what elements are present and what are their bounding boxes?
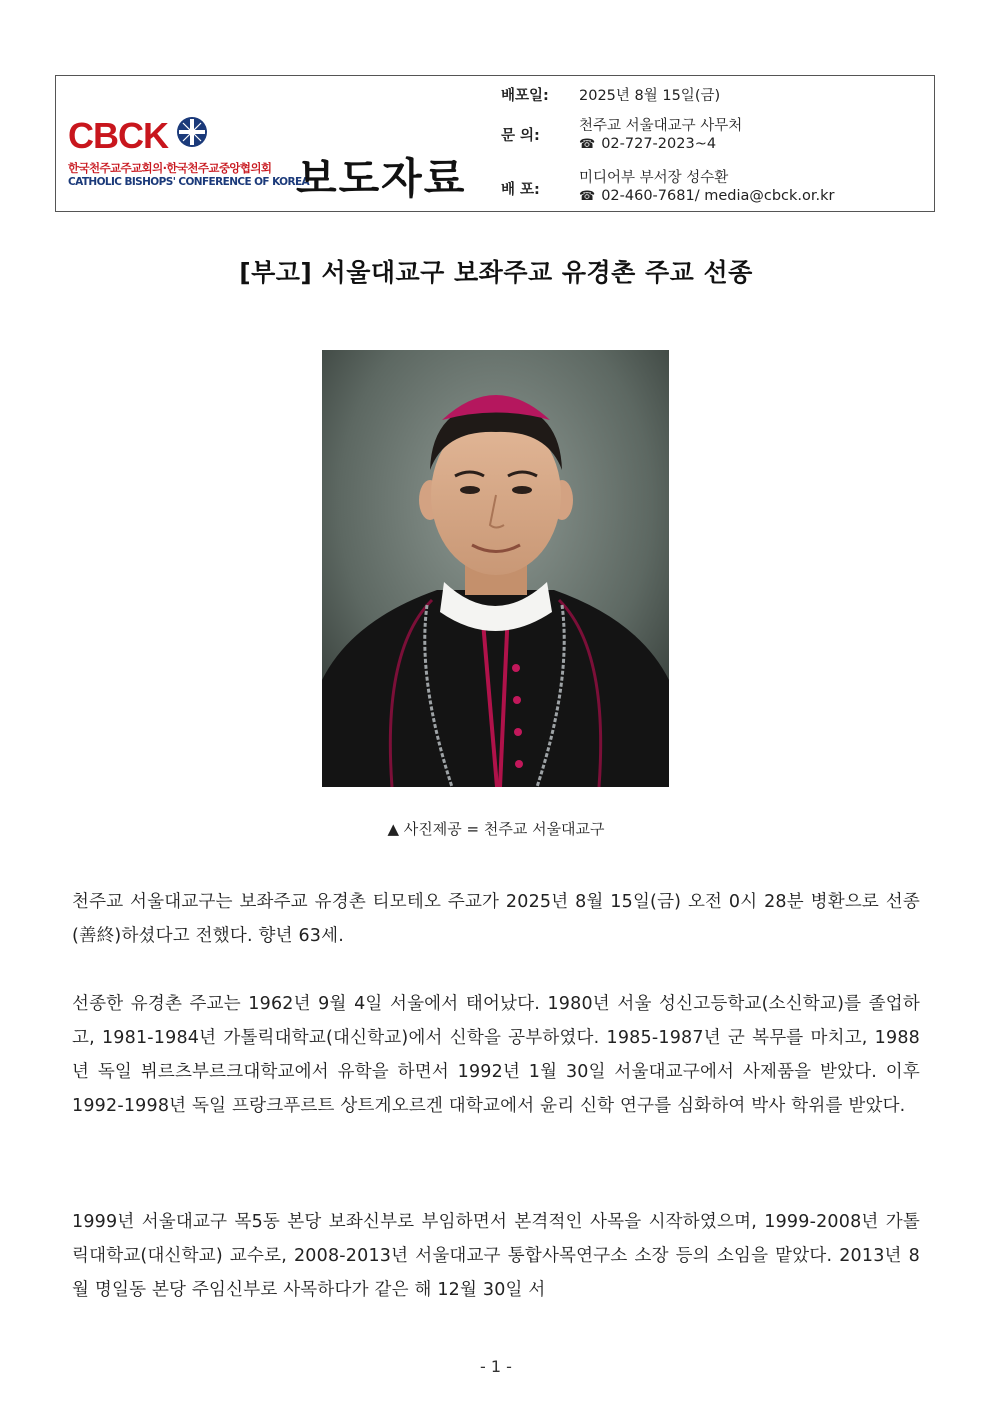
distribution-label: 배 포: — [501, 182, 540, 198]
logo-english-name: CATHOLIC BISHOPS' CONFERENCE OF KOREA — [68, 176, 310, 188]
logo-korean-name: 한국천주교주교회의·한국천주교중앙협의회 — [68, 161, 272, 175]
contact-org: 천주교 서울대교구 사무처 — [579, 118, 743, 134]
cbck-logo — [68, 115, 310, 196]
distribution-contact-line — [579, 188, 834, 204]
contact-phone-line — [579, 136, 716, 152]
release-date-label: 배포일: — [501, 88, 549, 104]
telephone-icon: ☎ — [579, 189, 596, 204]
body-paragraph-1: 천주교 서울대교구는 보좌주교 유경촌 티모테오 주교가 2025년 8월 15일(금) 오전 0시 28분 병환으로 선종(善終)하셨다고 전했다. 향년 63세. — [72, 892, 920, 946]
release-date-value: 2025년 8월 15일(금) — [579, 88, 721, 104]
page-number: - 1 - — [480, 1357, 512, 1376]
body-paragraph-3: 1999년 서울대교구 목5동 본당 보좌신부로 부임하면서 본격적인 사목을 시작하였으며, 1999-2008년 가톨릭대학교(대신학교) 교수로, 2008-2013년 서울대교구 통합사목연구소 소장 등의 소임을 맡았다. 2013년 8월 명일동 본당 주임신부로 사목하다가 같은 해 12월 30일 서 — [72, 1212, 920, 1300]
telephone-icon: ☎ — [579, 137, 596, 152]
distribution-contact: 02-460-7681/ media@cbck.or.kr — [601, 188, 835, 204]
document-type-heading: 보도자료 — [296, 154, 467, 203]
logo-wordmark: CBCK — [68, 115, 168, 156]
photo-caption: ▲ 사진제공 = 천주교 서울대교구 — [387, 820, 605, 838]
cross-emblem-icon — [176, 116, 208, 148]
article-title: [부고] 서울대교구 보좌주교 유경촌 주교 선종 — [239, 258, 753, 287]
portrait-illustration — [322, 350, 669, 787]
header-box — [55, 75, 935, 212]
release-meta — [501, 76, 931, 213]
contact-label: 문 의: — [501, 128, 540, 144]
distribution-person: 미디어부 부서장 성수환 — [579, 170, 729, 186]
bishop-portrait-photo — [322, 350, 669, 787]
contact-phone: 02-727-2023~4 — [601, 136, 717, 152]
body-paragraph-2: 선종한 유경촌 주교는 1962년 9월 4일 서울에서 태어났다. 1980년 서울 성신고등학교(소신학교)를 졸업하고, 1981-1984년 가톨릭대학교(대신학교)에서 신학을 공부하였다. 1985-1987년 군 복무를 마치고, 1988년 독일 뷔르츠부르크대학교에서 유학을 하면서 1992년 1월 30일 서울대교구에서 사제품을 받았다. 이후 1992-1998년 독일 프랑크푸르트 상트게오르겐 대학교에서 윤리 신학 연구를 심화하여 박사 학위를 받았다. — [72, 994, 920, 1116]
